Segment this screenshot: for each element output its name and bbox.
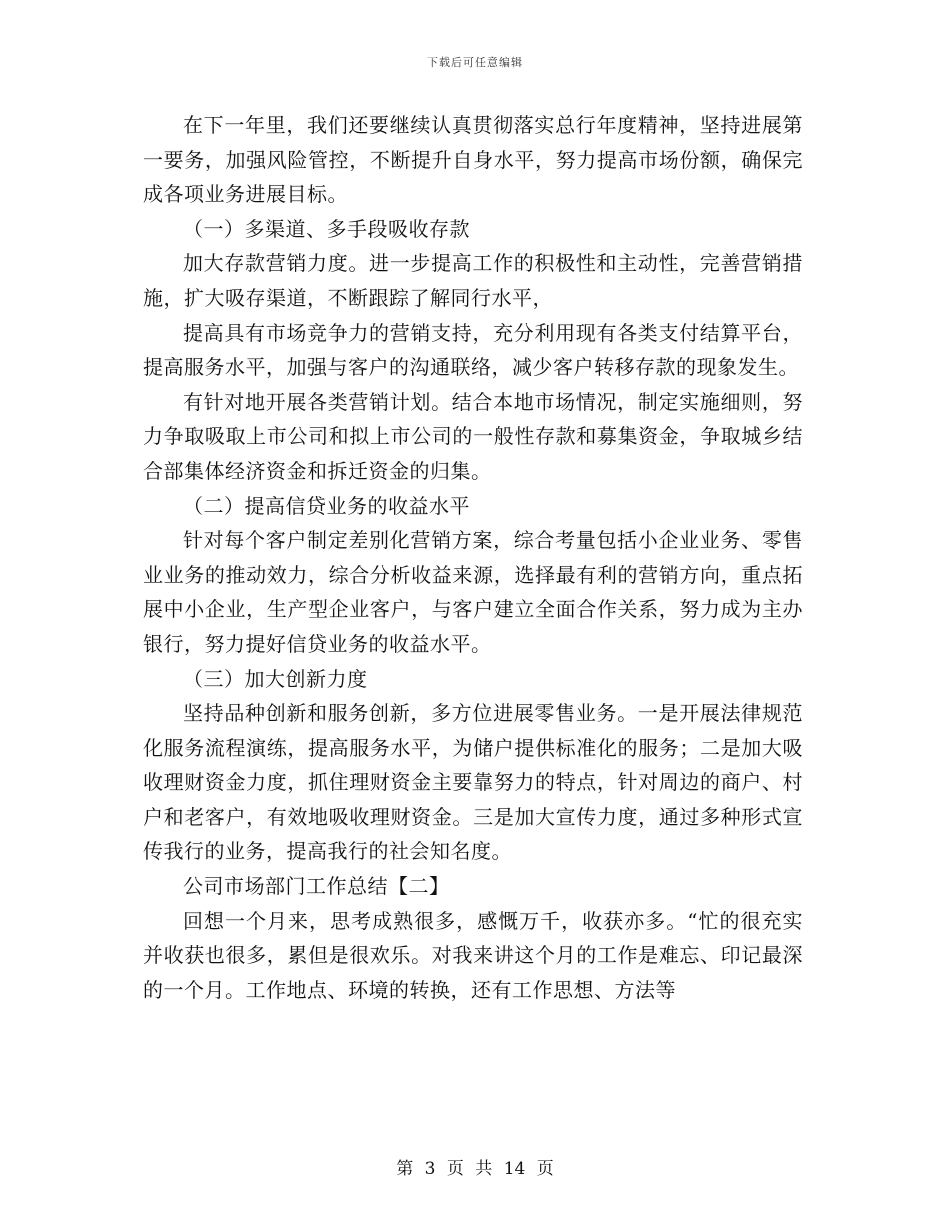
page-header-note: 下载后可任意编辑: [427, 56, 523, 69]
paragraph-deposit-marketing: 加大存款营销力度。进一步提高工作的积极性和主动性，完善营销措施，扩大吸存渠道，不断跟踪了解同行水平，: [143, 251, 803, 310]
paragraph-marketing-support: 提高具有市场竞争力的营销支持，充分利用现有各类支付结算平台，提高服务水平，加强与客户的沟通联络，减少客户转移存款的现象发生。: [143, 320, 803, 380]
section-heading-2: （二）提高信贷业务的收益水平: [183, 493, 470, 518]
paragraph-marketing-plans: 有针对地开展各类营销计划。结合本地市场情况，制定实施细则，努力争取吸取上市公司和拟上市公司的一般性存款和募集资金，争取城乡结合部集体经济资金和拆迁资金的归集。: [143, 389, 803, 483]
section-heading-1: （一）多渠道、多手段吸收存款: [183, 216, 470, 241]
paragraph-innovation: 坚持品种创新和服务创新，多方位进展零售业务。一是开展法律规范化服务流程演练，提高服务水平，为储户提供标准化的服务；二是加大吸收理财资金力度，抓住理财资金主要靠努力的特点，针对周边的商户、村户和老客户，有效地吸收理财资金。三是加大宣传力度，通过多种形式宣传我行的业务，提高我行的社会知名度。: [143, 701, 803, 864]
document-body: [143, 108, 803, 1007]
section-heading-3: （三）加大创新力度: [183, 666, 368, 691]
page-number-footer: 第 3 页 共 14 页: [396, 1159, 554, 1179]
paragraph-intro: 在下一年里，我们还要继续认真贯彻落实总行年度精神，坚持进展第一要务，加强风险管控，不断提升自身水平，努力提高市场份额，确保完成各项业务进展目标。: [143, 113, 803, 207]
section-heading-summary-2: 公司市场部门工作总结【二】: [183, 874, 450, 899]
paragraph-reflection: 回想一个月来，思考成熟很多，感慨万千，收获亦多。“忙的很充实并收获也很多，累但是很欢乐。对我来讲这个月的工作是难忘、印记最深的一个月。工作地点、环境的转换，还有工作思想、方法等: [143, 908, 803, 1002]
paragraph-credit-income: 针对每个客户制定差别化营销方案，综合考量包括小企业业务、零售业业务的推动效力，综合分析收益来源，选择最有利的营销方向，重点拓展中小企业，生产型企业客户，与客户建立全面合作关系，努力成为主办银行，努力提好信贷业务的收益水平。: [143, 528, 803, 656]
